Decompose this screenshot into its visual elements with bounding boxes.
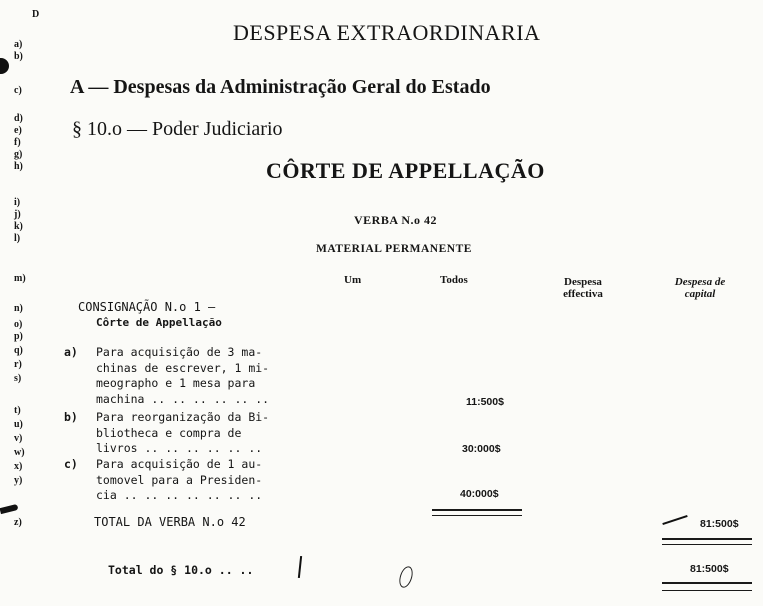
total-rule (662, 590, 752, 591)
ink-blot (0, 58, 9, 74)
item-letter: c) (64, 457, 78, 471)
margin-letter: x) (14, 461, 23, 472)
margin-letter: m) (14, 273, 26, 284)
item-line: tomovel para a Presiden- (96, 472, 263, 487)
item-description (96, 345, 269, 407)
column-header-despesa-capital (654, 276, 746, 300)
column-header-todos: Todos (440, 274, 468, 286)
item-value: 30:000$ (462, 443, 501, 455)
margin-letter: i) (14, 197, 21, 208)
item-line: machina .. .. .. .. .. .. (96, 391, 270, 406)
column-header-line: capital (684, 288, 716, 300)
item-letter: a) (64, 345, 78, 359)
brace-stroke (298, 556, 302, 578)
margin-letter: p) (14, 331, 23, 342)
margin-letter: b) (14, 51, 23, 62)
ink-blot (0, 504, 18, 514)
margin-letter: r) (14, 359, 22, 370)
margin-letter: j) (14, 209, 21, 220)
margin-letter: z) (14, 517, 22, 528)
handwritten-mark (397, 565, 415, 590)
margin-letter: k) (14, 221, 23, 232)
total-paragraph-value: 81:500$ (690, 563, 729, 575)
margin-letter: D (32, 9, 40, 20)
total-rule (662, 582, 752, 584)
margin-letter: o) (14, 319, 23, 330)
item-description (96, 410, 269, 457)
total-rule (662, 538, 752, 540)
margin-letter: g) (14, 149, 23, 160)
item-description (96, 457, 262, 504)
margin-letter: v) (14, 433, 23, 444)
sum-rule (432, 509, 522, 511)
margin-letter: c) (14, 85, 22, 96)
item-line: cia .. .. .. .. .. .. .. (96, 488, 263, 502)
column-header-line: effectiva (563, 288, 603, 300)
column-header-line: Despesa de (674, 276, 726, 288)
margin-letter: y) (14, 475, 23, 486)
verba-subtitle: MATERIAL PERMANENTE (316, 243, 472, 255)
document-title: DESPESA EXTRAORDINARIA (233, 20, 541, 45)
total-verba-label: TOTAL DA VERBA N.o 42 (94, 515, 246, 529)
item-value: 40:000$ (460, 488, 499, 500)
total-verba-value: 81:500$ (700, 518, 739, 530)
margin-letter: s) (14, 373, 22, 384)
item-line: Para acquisição de 1 au- (96, 457, 263, 471)
consignacao-sub: Côrte de Appellação (96, 316, 222, 329)
consignacao-label: CONSIGNAÇÃO N.o 1 — (78, 300, 216, 314)
item-line: Para acquisição de 3 ma- (96, 345, 263, 359)
paragraph-heading: § 10.o — Poder Judiciario (72, 118, 283, 140)
column-header-line: Despesa (564, 276, 602, 288)
section-heading: A — Despesas da Administração Geral do Estado (70, 76, 491, 98)
margin-letter: f) (14, 137, 21, 148)
margin-letter: u) (14, 419, 23, 430)
margin-letter: a) (14, 39, 23, 50)
item-line: Para reorganização da Bi- (96, 410, 270, 424)
column-header-despesa-efetiva (548, 276, 618, 300)
item-value: 11:500$ (466, 396, 504, 408)
verba-number: VERBA N.o 42 (354, 213, 438, 227)
margin-letter: e) (14, 125, 22, 136)
item-line: livros .. .. .. .. .. .. (96, 441, 263, 455)
pen-stroke (662, 515, 687, 525)
sum-rule (432, 515, 522, 516)
margin-letter: h) (14, 161, 23, 172)
item-line: bliotheca e compra de (96, 425, 242, 440)
item-letter: b) (64, 410, 78, 424)
margin-letter: t) (14, 405, 21, 416)
total-rule (662, 544, 752, 545)
margin-letter: l) (14, 233, 21, 244)
column-header-um: Um (344, 274, 362, 286)
item-line: meographo e 1 mesa para (96, 376, 256, 390)
total-paragraph-label: Total do § 10.o .. .. (108, 563, 254, 577)
margin-letter: d) (14, 113, 23, 124)
margin-letter: w) (14, 447, 25, 458)
court-heading: CÔRTE DE APPELLAÇÃO (266, 158, 545, 183)
margin-letter: q) (14, 345, 23, 356)
item-line: chinas de escrever, 1 mi- (96, 360, 270, 375)
margin-letter: n) (14, 303, 23, 314)
